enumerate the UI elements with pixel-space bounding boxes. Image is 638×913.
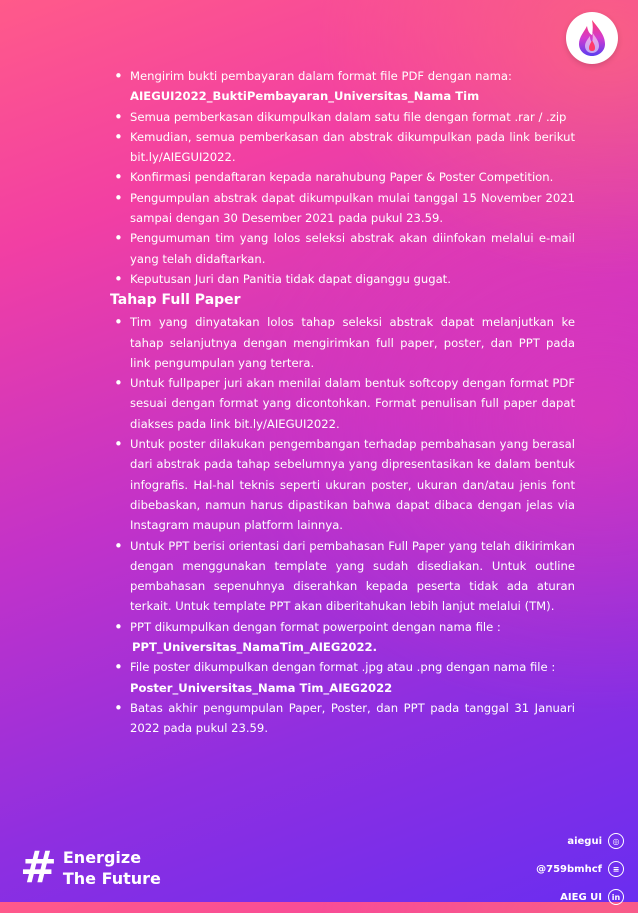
- list-item-text: Mengirim bukti pembayaran dalam format file PDF dengan nama:: [130, 69, 512, 83]
- list-item: [110, 66, 575, 107]
- brand-tagline: [20, 842, 161, 893]
- list-item-text: Untuk fullpaper juri akan menilai dalam bentuk softcopy dengan format PDF sesuai dengan format yang dicontohkan. Format penulisan full paper dapat diakses pada link bit.ly/AIEGUI2022.: [130, 376, 575, 431]
- line-icon: ≡: [608, 861, 624, 877]
- list-item-bold-text: AIEGUI2022_BuktiPembayaran_Universitas_Nama Tim: [130, 89, 480, 104]
- list-item: [110, 228, 575, 269]
- list-item-bold-text: PPT_Universitas_NamaTim_AIEG2022.: [132, 640, 378, 655]
- list-item: [110, 657, 575, 698]
- document-body: [110, 66, 575, 739]
- instagram-icon: ◎: [608, 833, 624, 849]
- list-item-text: Untuk PPT berisi orientasi dari pembahasan Full Paper yang telah dikirimkan dengan menggunakan template yang sudah disediakan. Untuk outline pembahasan sepenuhnya diserahkan kepada peserta tidak ada aturan terkait. Untuk template PPT akan diberitahukan lebih lanjut melalui (TM).: [130, 538, 575, 614]
- tagline-line-1: Energize: [62, 848, 142, 867]
- registration-list: [110, 66, 575, 289]
- list-item: [110, 127, 575, 168]
- social-links: [536, 829, 624, 913]
- list-item-text: Untuk poster dilakukan pengembangan terhadap pembahasan yang berasal dari abstrak pada tahap sebelumnya yang dipresentasikan ke dalam bentuk infografis. Hal-hal teknis seperti ukuran poster, ukuran dan/atau jenis font dibebaskan, namun harus dipastikan bahwa dapat dibaca dengan jelas via Instagram maupun platform lainnya.: [130, 437, 575, 533]
- list-item-text: Semua pemberkasan dikumpulkan dalam satu file dengan format .rar / .zip: [130, 109, 567, 124]
- aieg-logo: [566, 12, 618, 64]
- social-label: AIEG UI: [560, 891, 602, 903]
- social-label: @759bmhcf: [536, 863, 602, 875]
- list-item-text: Pengumpulan abstrak dapat dikumpulkan mulai tanggal 15 November 2021 sampai dengan 30 Desember 2021 pada pukul 23.59.: [130, 190, 575, 226]
- list-item: [110, 269, 575, 289]
- list-item-text: Konfirmasi pendaftaran kepada narahubung Paper & Poster Competition.: [130, 170, 554, 185]
- flame-logo-icon: [574, 18, 610, 58]
- full-paper-list: [110, 312, 575, 738]
- list-item: [110, 698, 575, 739]
- hashtag-symbol: #: [20, 842, 57, 893]
- list-item-text: Kemudian, semua pemberkasan dan abstrak dikumpulkan pada link berikut bit.ly/AIEGUI2022.: [130, 129, 575, 165]
- list-item: [110, 617, 575, 658]
- linkedin-icon: in: [608, 889, 624, 905]
- list-item: [110, 312, 575, 373]
- social-line[interactable]: [536, 857, 624, 881]
- list-item: [110, 536, 575, 617]
- social-instagram[interactable]: [536, 829, 624, 853]
- list-item: [110, 167, 575, 187]
- tagline-text: [63, 847, 161, 889]
- list-item-text: Batas akhir pengumpulan Paper, Poster, dan PPT pada tanggal 31 Januari 2022 pada pukul 23.59.: [130, 700, 575, 736]
- list-item-text: PPT dikumpulkan dengan format powerpoint dengan nama file :: [130, 619, 501, 634]
- list-item-text: Keputusan Juri dan Panitia tidak dapat diganggu gugat.: [130, 271, 451, 286]
- tagline-line-2: The Future: [62, 869, 161, 888]
- list-item-text: File poster dikumpulkan dengan format .jpg atau .png dengan nama file :: [130, 660, 556, 675]
- list-item: [110, 434, 575, 535]
- list-item: [110, 373, 575, 434]
- list-item: [110, 188, 575, 229]
- list-item-text: Pengumuman tim yang lolos seleksi abstrak akan diinfokan melalui e-mail yang telah didaftarkan.: [130, 231, 575, 266]
- social-linkedin[interactable]: [536, 885, 624, 909]
- social-label: aiegui: [567, 835, 602, 847]
- list-item: [110, 107, 575, 127]
- list-item-text: Tim yang dinyatakan lolos tahap seleksi abstrak dapat melanjutkan ke tahap selanjutnya dengan mengirimkan full paper, poster, dan PPT pada link pengumpulan yang tertera.: [130, 315, 575, 370]
- list-item-bold-text: Poster_Universitas_Nama Tim_AIEG2022: [130, 680, 393, 695]
- section-title-full-paper: Tahap Full Paper: [110, 292, 241, 309]
